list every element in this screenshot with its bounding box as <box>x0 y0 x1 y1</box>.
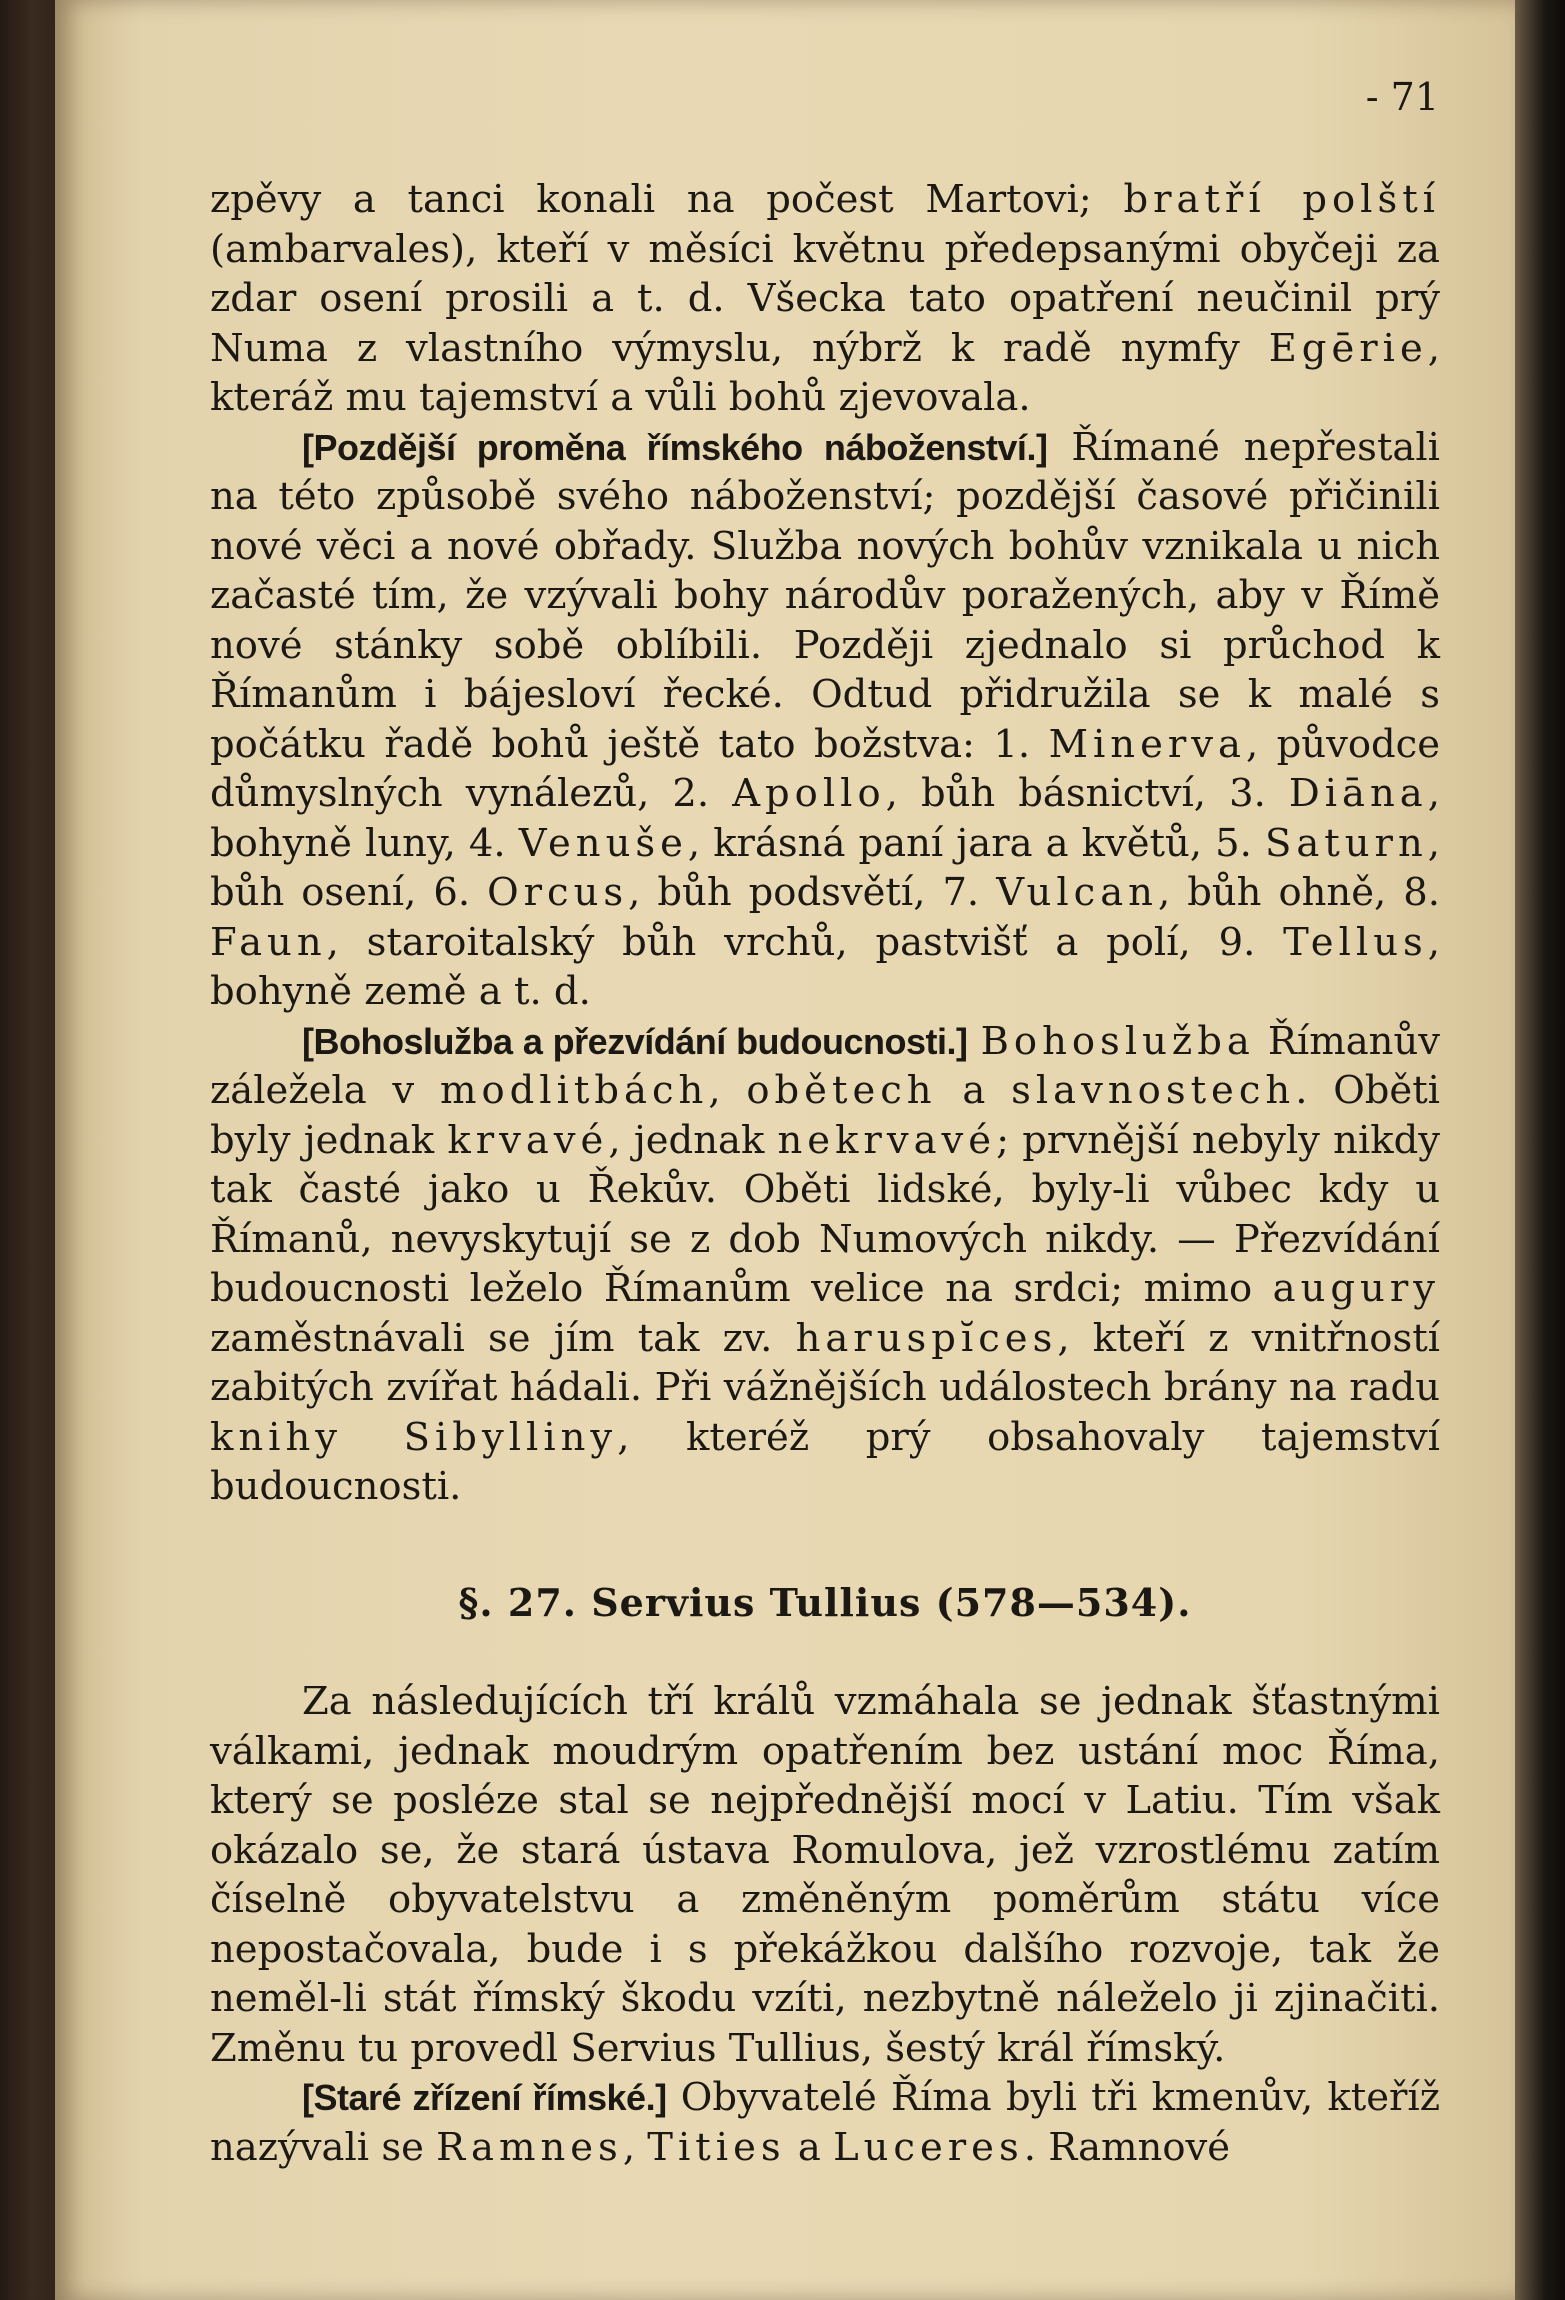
paragraph-later-religion <box>210 423 1440 1017</box>
god-name: Minerva <box>1048 721 1246 767</box>
spaced-term: slavnostech <box>1011 1068 1296 1113</box>
text-run: , kteří z vnitřností zabitých zvířat hádali. Při vážnějších událostech brány na radu <box>210 1315 1440 1410</box>
text-run: a <box>936 1068 1012 1113</box>
god-name: Apollo <box>732 771 886 816</box>
text-run: (ambarvales), kteří v měsíci květnu předepsanými obyčeji za zdar osení prosili a t. d. Všecka tato opatření neučinil prý Numa z vlastního výmyslu, nýbrž k radě nymfy <box>210 226 1440 371</box>
text-run: , <box>708 1068 747 1113</box>
text-run: zpěvy a tanci konali na počest Martovi; <box>210 177 1124 222</box>
text-run: , kteráž mu tajemství a vůli bohů zjevovala. <box>210 325 1440 420</box>
spaced-term: augury <box>1272 1266 1440 1311</box>
spaced-term: Bohoslužba <box>980 1018 1255 1064</box>
god-name: Vulcan <box>996 870 1158 915</box>
text-run: Římané nepřestali na této způsobě svého náboženství; pozdější časové přičinili nové věci a nové obřady. Služba nových bohův vznikala u nich začasté tím, že vzývali bohy národův poražených, aby v Římě nové stánky sobě oblíbili. Později zjednalo si průchod k Římanům i bájesloví řecké. Odtud přidružila se k malé s počátku řadě bohů ještě tato božstva: 1. <box>210 424 1440 767</box>
text-run: , krásná paní jara a květů, 5. <box>687 820 1265 866</box>
spaced-term: krvavé <box>447 1117 609 1163</box>
paragraph-servius: Za následujících tří králů vzmáhala se jednak šťastnými válkami, jednak moudrým opatřením bez ustání moc Říma, který se posléze stal se nejpřednější mocí v Latiu. Tím však okázalo se, že stará ústava Romulova, jež vzrostlému zatím číselně obyvatelstvu a změněným poměrům státu více nepostačovala, bude i s překážkou dalšího rozvoje, tak že neměl-li stát římský škodu vzíti, nezbytně náleželo ji zjinačiti. Změnu tu provedl Servius Tullius, šestý král římský. <box>210 1679 1440 2071</box>
god-name: Tellus <box>1283 919 1428 965</box>
section-sidehead: [Bohoslužba a přezvídání budoucnosti.] <box>302 1020 968 1062</box>
page-edge-shadow <box>1515 0 1565 2300</box>
text-run: , bohyně luny, 4. <box>210 771 1440 866</box>
section-sidehead: [Pozdější proměna římského náboženství.] <box>302 426 1048 468</box>
text-run: , bůh osení, 6. <box>210 820 1440 915</box>
god-name: Faun <box>210 919 327 965</box>
spaced-term: bratří polští <box>1123 177 1440 222</box>
spaced-term: Egērie <box>1268 325 1428 371</box>
text-run: zaměstnávali se jím tak zv. <box>210 1315 796 1361</box>
text-run: , staroitalský bůh vrchů, pastvišť a polí, 9. <box>326 919 1284 965</box>
god-name: Saturn <box>1264 820 1428 866</box>
text-run: , bohyně země a t. d. <box>210 919 1440 1014</box>
spaced-term: Ramnes <box>436 2124 623 2170</box>
text-run: Obyvatelé Říma byli tři kmenův, kteříž nazývali se <box>210 2075 1440 2170</box>
text-run: ; prvnější nebyly nikdy tak časté jako u Řekův. Oběti lidské, byly-li vůbec kdy u Římanů, nevyskytují se z dob Numových nikdy. — Přezvídání budoucnosti leželo Římanům velice na srdci; mimo <box>210 1117 1440 1311</box>
paragraph-numa <box>210 175 1440 423</box>
spaced-term: nekrvavé <box>777 1117 997 1163</box>
text-run: , bůh básnictví, 3. <box>885 771 1289 816</box>
text-run: , původce důmyslných vynálezů, 2. <box>210 721 1440 816</box>
text-run: , bůh ohně, 8. <box>1157 870 1440 915</box>
spaced-term: obětech <box>746 1068 937 1113</box>
text-run: . Ramnové <box>1023 2124 1231 2170</box>
spaced-term: modlitbách <box>439 1068 709 1113</box>
spaced-term: Tities <box>647 2124 786 2170</box>
section-sidehead: [Staré zřízení římské.] <box>302 2077 667 2118</box>
spaced-term: haruspĭces <box>795 1315 1058 1361</box>
god-name: Venuše <box>518 820 688 866</box>
paragraph-old-constitution <box>210 2073 1440 2172</box>
text-run: Římanův záležela v <box>210 1018 1440 1113</box>
text-run <box>968 1019 981 1064</box>
god-name: Diāna <box>1288 771 1428 816</box>
text-run: , kteréž prý obsahovaly tajemství budoucnosti. <box>210 1414 1440 1509</box>
page-text <box>210 175 1440 2172</box>
text-run: . Oběti byly jednak <box>210 1068 1440 1163</box>
page-number: - 71 <box>1365 75 1439 119</box>
text-run: , <box>622 2124 648 2170</box>
section-heading: §. 27. Servius Tullius (578—534). <box>458 1579 1192 1625</box>
text-run: , jednak <box>608 1117 778 1163</box>
paragraph-worship <box>210 1017 1440 1512</box>
text-run: , bůh podsvětí, 7. <box>628 870 997 915</box>
spaced-term: Luceres <box>833 2124 1024 2170</box>
god-name: Orcus <box>487 870 629 915</box>
book-page <box>55 0 1515 2300</box>
text-run: a <box>785 2124 834 2170</box>
spaced-term: knihy Sibylliny <box>210 1414 618 1460</box>
